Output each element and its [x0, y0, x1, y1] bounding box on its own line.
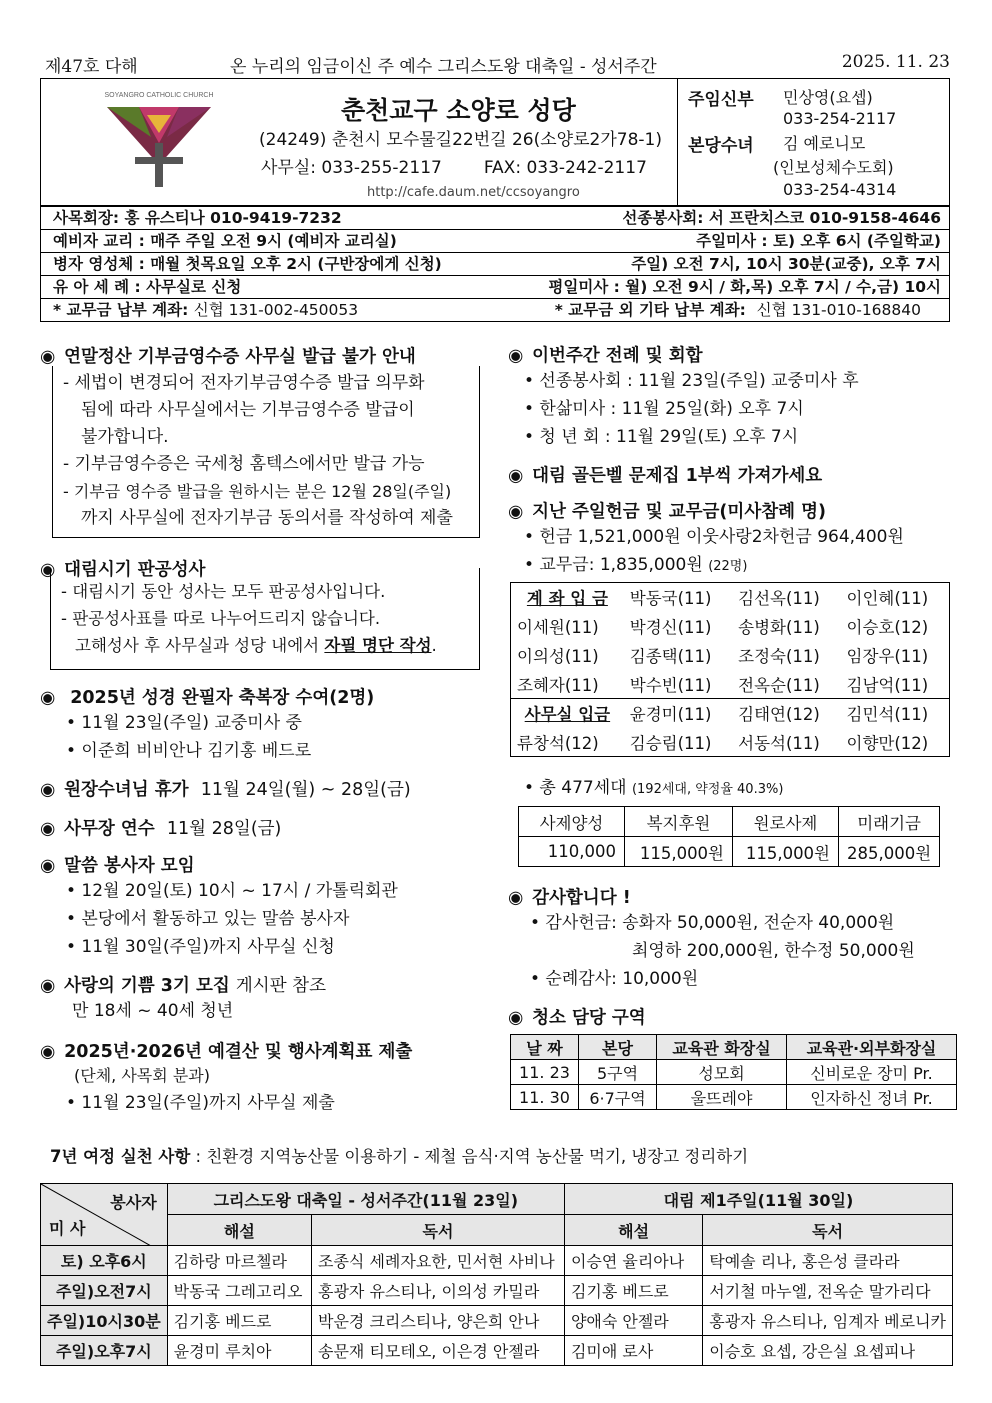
- contributor: 박수빈(11): [629, 675, 712, 695]
- thanks-line: 최영하 200,000원, 한수정 50,000원: [632, 941, 915, 961]
- journey-text: : 친환경 지역농산물 이용하기 - 제철 음식·지역 농산물 먹기, 냉장고 정리하기: [195, 1147, 749, 1166]
- table-row: [41, 1276, 953, 1306]
- bullet-circle-icon: ◉: [508, 346, 524, 366]
- receipt-title: ◉ 연말정산 기부금영수증 사무실 발급 불가 안내: [40, 347, 416, 367]
- table-cell: 신비로운 장미 Pr.: [787, 1060, 957, 1085]
- church-address: (24249) 춘천시 모수물길22번길 26(소양로2가78-1): [259, 130, 662, 150]
- household-line: • 총 477세대 (192세대, 약정율 40.3%): [524, 778, 784, 798]
- contributor: 김민석(11): [846, 705, 929, 725]
- info-left: 병자 영성체 : 매월 첫목요일 오후 2시 (구반장에게 신청): [53, 255, 442, 273]
- church-header: [40, 78, 950, 206]
- contributor: 임장우(11): [846, 647, 929, 666]
- feast-title: 온 누리의 임금이신 주 예수 그리스도왕 대축일 - 성서주간: [230, 57, 657, 77]
- bullet-circle-icon: ◉: [40, 1042, 56, 1062]
- joy-title: ◉ 사랑의 기쁨 3기 모집 게시판 참조: [40, 976, 326, 996]
- table-cell: 이승호 요셉, 강은실 요셉피나: [703, 1336, 953, 1366]
- table-cell: 115,000원: [625, 837, 733, 867]
- issue-date: 2025. 11. 23: [841, 52, 950, 72]
- liturgy-title: ◉ 이번주간 전례 및 회합: [508, 346, 703, 366]
- other-account-label: * 교무금 외 기타 납부 계좌:: [554, 301, 746, 319]
- budget-section: [40, 1038, 412, 1117]
- journey-label: 7년 여정 실천 사항: [50, 1147, 191, 1166]
- contributor: 조혜자(11): [517, 675, 599, 695]
- top-line: [45, 52, 950, 77]
- mass-time: 주일)오전7시: [41, 1276, 168, 1306]
- contributor: 김선옥(11): [738, 589, 820, 609]
- table-cell: 5구역: [579, 1060, 657, 1085]
- contributor: 이세원(11): [517, 618, 599, 637]
- contributor: 이인혜(11): [846, 589, 929, 609]
- pastor-phone: 033-254-2117: [783, 109, 897, 128]
- corner-cell: [41, 1184, 168, 1246]
- table-cell: 홍광자 유스티나, 이의성 카밀라: [312, 1276, 565, 1306]
- table-cell: 조종식 세례자요한, 민서현 사비나: [312, 1246, 565, 1276]
- mass-time: 주일)오후7시: [41, 1336, 168, 1366]
- bullet-circle-icon: ◉: [40, 347, 56, 367]
- table-cell: 서기철 마누엘, 전옥순 말가리다: [703, 1276, 953, 1306]
- joy-detail: 게시판 참조: [235, 976, 326, 996]
- pastor-label: 주임신부: [688, 90, 754, 110]
- confession-line: 고해성사 후 사무실과 성당 내에서 자필 명단 작성.: [75, 636, 437, 655]
- table-cell: 115,000원: [733, 837, 839, 867]
- cleaning-section: [508, 1004, 646, 1029]
- confession-line: - 판공성사표를 따로 나누어드리지 않습니다.: [61, 609, 381, 628]
- table-row: [511, 728, 950, 757]
- table-header: 미래기금: [839, 807, 940, 837]
- bible-title: ◉ 2025년 성경 완필자 축복장 수여(2명): [40, 688, 375, 708]
- clergy-box: [677, 79, 949, 205]
- bullet-circle-icon: ◉: [40, 780, 56, 800]
- contributor: 이향만(12): [846, 733, 929, 753]
- table-header: 복지후원: [625, 807, 733, 837]
- contributor: 조정숙(11): [738, 647, 820, 666]
- mass-time: 토) 오후6시: [41, 1246, 168, 1276]
- table-cell: 울뜨레야: [657, 1085, 787, 1110]
- contributor: 김승림(11): [629, 733, 712, 753]
- cafe-link[interactable]: http://cafe.daum.net/ccsoyangro: [367, 185, 580, 200]
- cleaning-table: [510, 1034, 957, 1110]
- info-left: 사목회장: 홍 유스티나 010-9419-7232: [53, 209, 342, 227]
- table-cell: 홍광자 유스티나, 임계자 베로니카: [703, 1306, 953, 1336]
- table-row: [41, 1215, 953, 1246]
- info-table: [40, 206, 950, 322]
- vacation-title: ◉ 원장수녀님 휴가 11월 24일(월) ~ 28일(금): [40, 780, 411, 800]
- sister-label: 본당수녀: [688, 136, 754, 156]
- office-phone: 사무실: 033-255-2117: [261, 158, 442, 178]
- corner-top-label: 봉사자: [110, 1193, 157, 1212]
- bullet-circle-icon: ◉: [40, 819, 56, 839]
- bullet-circle-icon: ◉: [508, 1008, 524, 1028]
- info-left: 유 아 세 례 : 사무실로 신청: [53, 278, 242, 296]
- contributor: 김태연(12): [738, 705, 820, 725]
- table-cell: 110,000: [519, 837, 625, 867]
- mass-schedule-table: [40, 1183, 953, 1366]
- logo-text: SOYANGRO CATHOLIC CHURCH: [104, 92, 214, 99]
- table-row: [519, 807, 940, 837]
- thanks-section: [508, 884, 915, 993]
- table-cell: 탁예솔 리나, 홍은성 클라라: [703, 1246, 953, 1276]
- table-cell: 이승연 율리아나: [564, 1246, 702, 1276]
- week2-header: 대림 제1주일(11월 30일): [564, 1184, 952, 1215]
- table-row: [511, 583, 950, 612]
- info-right: 주일) 오전 7시, 10시 30분(교중), 오후 7시: [631, 255, 941, 273]
- budget-title: ◉ 2025년·2026년 예결산 및 행사계획표 제출: [40, 1042, 413, 1062]
- table-cell: 박동국 그레고리오: [167, 1276, 311, 1306]
- info-right: 평일미사 : 월) 오전 9시 / 화,목) 오후 7시 / 수,금) 10시: [548, 278, 941, 296]
- bullet-circle-icon: ◉: [40, 856, 56, 876]
- golden-title: ◉ 대림 골든벨 문제집 1부씩 가져가세요: [508, 466, 823, 486]
- table-row: [41, 1306, 953, 1336]
- table-row: [41, 1336, 953, 1366]
- table-row: [41, 1184, 953, 1215]
- bullet-circle-icon: ◉: [40, 976, 56, 996]
- joy-section: [40, 972, 326, 1025]
- table-cell: 285,000원: [839, 837, 940, 867]
- confession-line: - 대림시기 동안 성사는 모두 판공성사입니다.: [61, 582, 386, 601]
- info-row: [41, 229, 949, 252]
- table-row: [511, 1035, 957, 1060]
- receipt-line: - 기부금 영수증 발급을 원하시는 분은 12월 28일(주일): [63, 482, 452, 501]
- table-row: [511, 1060, 957, 1085]
- receipt-section: [40, 343, 416, 368]
- bible-line: • 11월 23일(주일) 교중미사 중: [66, 713, 302, 733]
- contributor: 이의성(11): [517, 647, 599, 666]
- week1-header: 그리스도왕 대축일 - 성서주간(11월 23일): [167, 1184, 564, 1215]
- liturgy-line: • 선종봉사회 : 11월 23일(주일) 교중미사 후: [524, 371, 859, 391]
- issue-number: 제47호 다해: [45, 57, 138, 77]
- table-cell: 윤경미 루치아: [167, 1336, 311, 1366]
- office-deposit-label: 사무실 입금: [524, 705, 611, 725]
- table-header: 해설: [564, 1215, 702, 1246]
- info-row-accounts: [41, 298, 949, 321]
- confession-title: ◉ 대림시기 판공성사: [40, 560, 206, 580]
- table-header: 독서: [312, 1215, 565, 1246]
- receipt-line: - 세법이 변경되어 전자기부금영수증 발급 의무화: [63, 373, 425, 393]
- table-cell: 송문재 티모테오, 이은경 안젤라: [312, 1336, 565, 1366]
- other-account-number: 신협 131-010-168840: [756, 301, 921, 319]
- contributor: 김종택(11): [629, 647, 712, 666]
- table-cell: 박운경 크리스티나, 양은희 안나: [312, 1306, 565, 1336]
- table-row: [511, 1085, 957, 1110]
- table-header: 독서: [703, 1215, 953, 1246]
- sister-phone: 033-254-4314: [783, 180, 897, 199]
- bible-section: [40, 684, 374, 765]
- thanks-line: • 순례감사: 10,000원: [530, 969, 699, 989]
- table-row: [519, 837, 940, 867]
- contributor: 이승호(12): [846, 618, 929, 637]
- sister-name: 김 예로니모: [783, 134, 866, 153]
- info-row: [41, 206, 949, 229]
- contributor: 류창석(12): [517, 733, 599, 753]
- info-right: 선종봉사회: 서 프란치스코 010-9158-4646: [622, 209, 941, 227]
- account-deposit-label: 계 좌 입 금: [526, 589, 608, 609]
- budget-line: (단체, 사목회 분과): [74, 1066, 210, 1085]
- table-row: [511, 670, 950, 699]
- table-header: 교육관·외부화장실: [787, 1035, 957, 1060]
- table-header: 날 짜: [511, 1035, 579, 1060]
- bullet-circle-icon: ◉: [508, 888, 524, 908]
- contributor: 서동석(11): [738, 733, 820, 753]
- word-line: • 본당에서 활동하고 있는 말씀 봉사자: [66, 909, 350, 929]
- table-cell: 양애숙 안젤라: [564, 1306, 702, 1336]
- offering-line: • 교무금: 1,835,000원 (22명): [524, 555, 748, 575]
- word-line: • 12월 20일(토) 10시 ~ 17시 / 가톨릭회관: [66, 881, 398, 901]
- bullet-circle-icon: ◉: [508, 502, 524, 522]
- word-title: ◉ 말씀 봉사자 모임: [40, 856, 195, 876]
- offering-section: [508, 498, 904, 581]
- table-header: 교육관 화장실: [657, 1035, 787, 1060]
- table-row: [511, 641, 950, 670]
- table-cell: 김기홍 베드로: [167, 1306, 311, 1336]
- info-row: [41, 275, 949, 298]
- account-number: 신협 131-002-450053: [193, 301, 359, 319]
- contributor: 윤경미(11): [629, 705, 712, 725]
- cleaning-title: ◉ 청소 담당 구역: [508, 1008, 646, 1028]
- bullet-circle-icon: ◉: [508, 466, 524, 486]
- mass-time: 주일)10시30분: [41, 1306, 168, 1336]
- table-header: 원로사제: [733, 807, 839, 837]
- contributor: 박동국(11): [629, 589, 712, 609]
- receipt-box: [52, 366, 480, 538]
- training-title: ◉ 사무장 연수 11월 28일(금): [40, 819, 282, 839]
- household-total: [524, 774, 783, 804]
- table-cell: 11. 30: [511, 1085, 579, 1110]
- info-left: 예비자 교리 : 매주 주일 오전 9시 (예비자 교리실): [53, 232, 397, 250]
- office-fax: FAX: 033-242-2117: [483, 158, 647, 178]
- office-contacts: [261, 153, 647, 178]
- table-cell: 6·7구역: [579, 1085, 657, 1110]
- joy-line: 만 18세 ~ 40세 청년: [72, 1001, 234, 1021]
- bible-line: • 이준희 비비안나 김기홍 베드로: [66, 741, 312, 761]
- church-logo: [79, 87, 239, 197]
- journey-line: [50, 1143, 748, 1167]
- table-cell: 인자하신 정녀 Pr.: [787, 1085, 957, 1110]
- word-line: • 11월 30일(주일)까지 사무실 신청: [66, 937, 335, 957]
- info-row: [41, 252, 949, 275]
- funds-table: [518, 806, 940, 867]
- contributor: 전옥순(11): [738, 675, 820, 695]
- budget-line: • 11월 23일(주일)까지 사무실 제출: [66, 1093, 335, 1113]
- liturgy-line: • 한삶미사 : 11월 25일(화) 오후 7시: [524, 399, 804, 419]
- liturgy-line: • 청 년 회 : 11월 29일(토) 오후 7시: [524, 427, 799, 447]
- table-cell: 11. 23: [511, 1060, 579, 1085]
- offering-line: • 헌금 1,521,000원 이웃사랑2차헌금 964,400원: [524, 527, 904, 547]
- table-row: [511, 699, 950, 728]
- bullet-circle-icon: ◉: [40, 560, 56, 580]
- receipt-line: 까지 사무실에 전자기부금 동의서를 작성하여 제출: [81, 508, 453, 528]
- training-section: [40, 815, 281, 840]
- receipt-line: - 기부금영수증은 국세청 홈텍스에서만 발급 가능: [63, 454, 425, 474]
- table-cell: 성모회: [657, 1060, 787, 1085]
- contributors-table: [510, 582, 950, 757]
- thanks-title: ◉ 감사합니다 !: [508, 888, 631, 908]
- vacation-dates: 11월 24일(월) ~ 28일(금): [200, 780, 411, 800]
- confession-box: [50, 568, 480, 670]
- table-cell: 김기홍 베드로: [564, 1276, 702, 1306]
- table-header: 사제양성: [519, 807, 625, 837]
- table-cell: 김미애 로사: [564, 1336, 702, 1366]
- table-cell: 김하랑 마르첼라: [167, 1246, 311, 1276]
- info-right: 주일미사 : 토) 오후 6시 (주일학교): [696, 232, 941, 250]
- table-row: [41, 1246, 953, 1276]
- training-date: 11월 28일(금): [166, 819, 282, 839]
- table-header: 해설: [167, 1215, 311, 1246]
- bullet-circle-icon: ◉: [40, 688, 56, 708]
- pastor-name: 민상영(요셉): [783, 88, 873, 107]
- thanks-line: • 감사헌금: 송화자 50,000원, 전순자 40,000원: [530, 913, 895, 933]
- contributor: 김남억(11): [846, 675, 929, 695]
- offering-title: ◉ 지난 주일헌금 및 교무금(미사참례 명): [508, 502, 827, 522]
- receipt-line: 불가합니다.: [81, 427, 169, 447]
- word-section: [40, 852, 398, 961]
- account-label: * 교무금 납부 계좌:: [53, 301, 189, 319]
- table-header: 본당: [579, 1035, 657, 1060]
- receipt-line: 됨에 따라 사무실에서는 기부금영수증 발급이: [81, 400, 415, 420]
- table-row: [511, 612, 950, 641]
- vacation-section: [40, 776, 411, 801]
- liturgy-section: [508, 342, 859, 451]
- corner-bottom-label: 미 사: [49, 1219, 86, 1238]
- golden-section: [508, 462, 822, 487]
- sister-order: (인보성체수도회): [773, 158, 894, 177]
- contributor: 송병화(11): [738, 618, 820, 637]
- contributor: 박경신(11): [629, 618, 712, 637]
- church-name: 춘천교구 소양로 성당: [341, 96, 576, 125]
